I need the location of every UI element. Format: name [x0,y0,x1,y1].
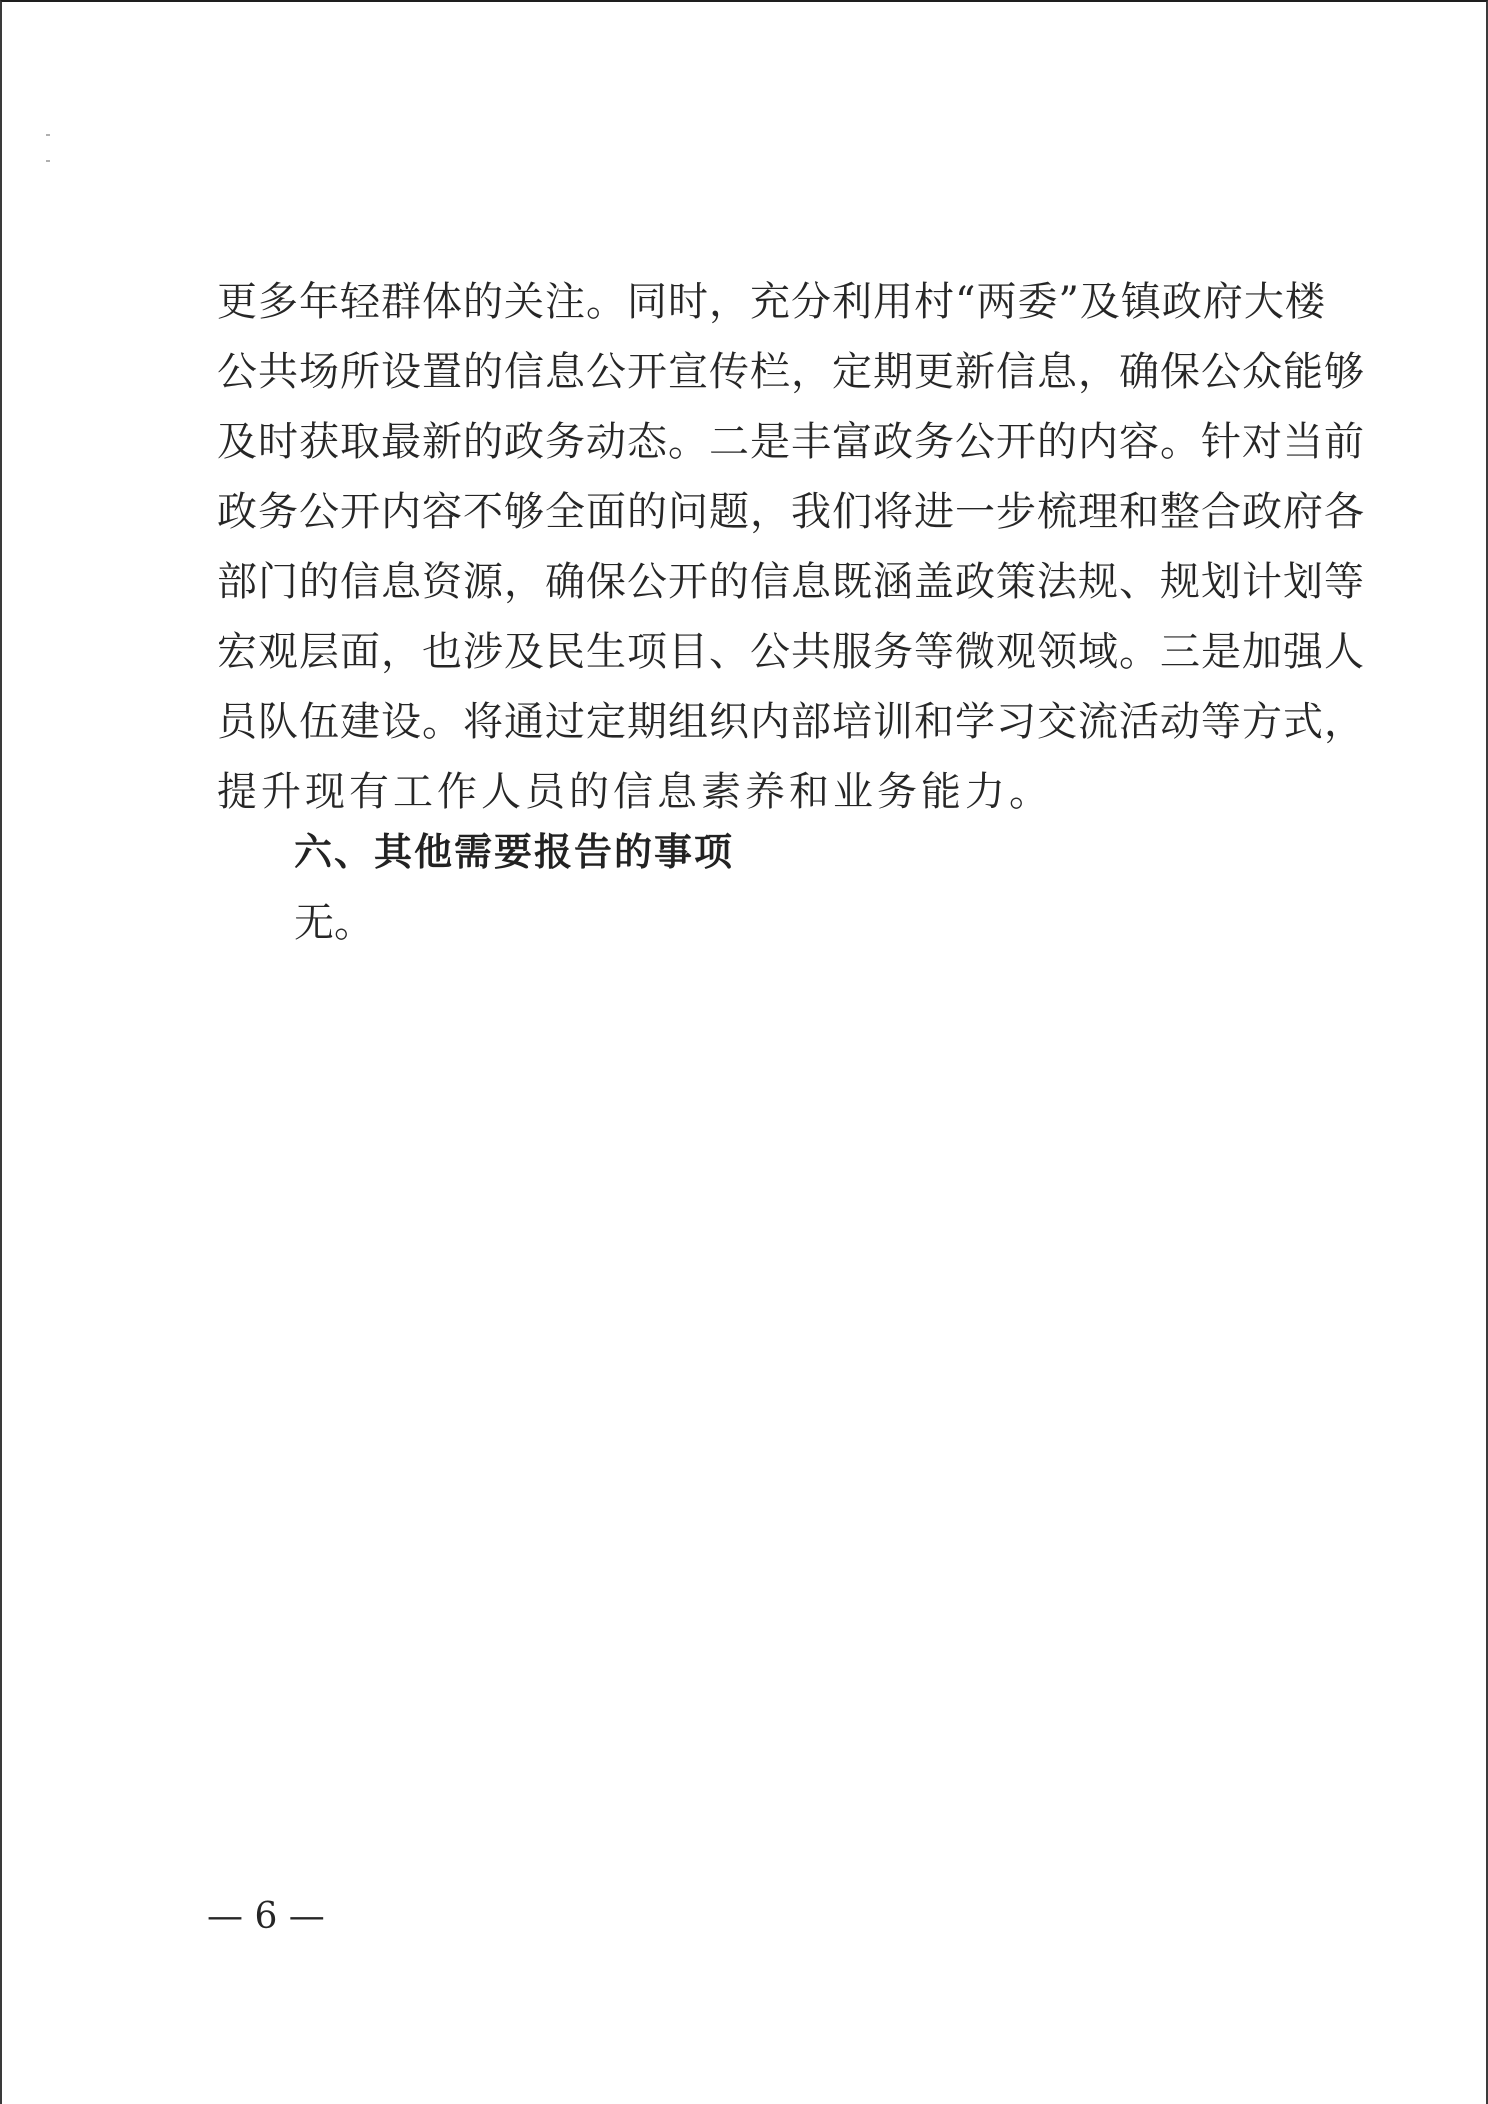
paragraph-line: 及时获取最新的政务动态。二是丰富政务公开的内容。针对当前 [217,419,1365,465]
scan-speck [46,160,50,162]
paragraph-line: 公共场所设置的信息公开宣传栏，定期更新信息，确保公众能够 [217,349,1365,395]
paragraph-line: 政务公开内容不够全面的问题，我们将进一步梳理和整合政府各 [217,489,1365,535]
section-heading: 六、其他需要报告的事项 [294,830,735,874]
page-number: — 6 — [207,1896,325,1937]
paragraph-line: 部门的信息资源，确保公开的信息既涵盖政策法规、规划计划等 [217,559,1365,605]
paragraph-line: 员队伍建设。将通过定期组织内部培训和学习交流活动等方式， [217,699,1365,745]
scan-speck [46,134,50,136]
paragraph-line: 更多年轻群体的关注。同时，充分利用村“两委”及镇政府大楼 [217,279,1326,325]
section-body: 无。 [294,900,374,946]
paragraph-continuation [217,267,1365,827]
paragraph-line: 提升现有工作人员的信息素养和业务能力。 [217,769,1053,815]
paragraph-line: 宏观层面，也涉及民生项目、公共服务等微观领域。三是加强人 [217,629,1365,675]
